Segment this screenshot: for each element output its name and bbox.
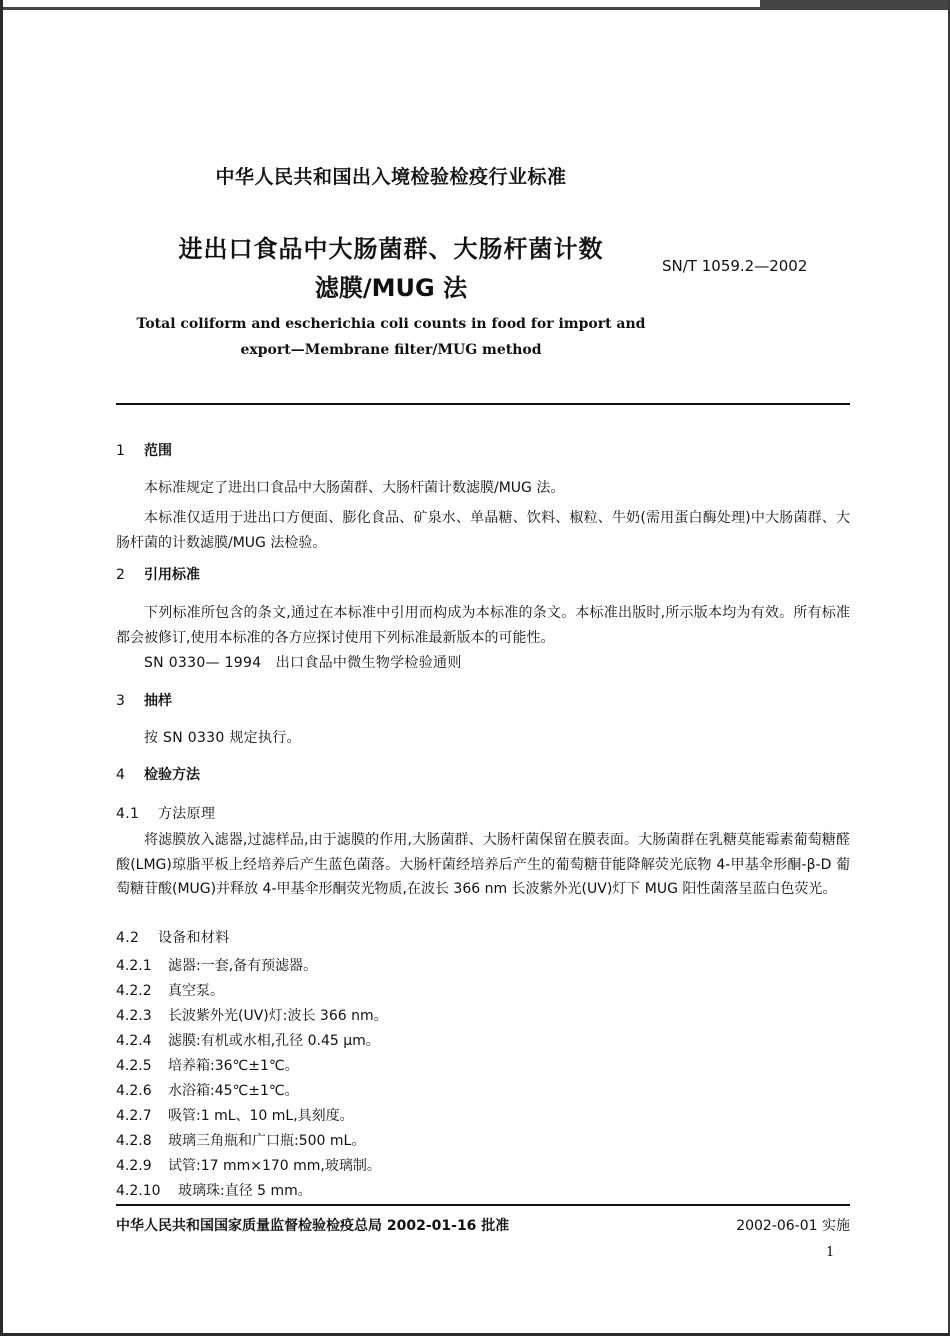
header-rule (116, 403, 850, 405)
subsection-number: 4.1 (116, 806, 140, 822)
item-text: 试管:17 mm×170 mm,玻璃制。 (168, 1158, 381, 1174)
standard-authority: 中华人民共和国出入境检验检疫行业标准 (215, 166, 567, 188)
effective-date: 2002-06-01 实施 (736, 1218, 850, 1234)
item-text: 培养箱:36℃±1℃。 (168, 1058, 299, 1074)
equipment-item (116, 1080, 299, 1100)
item-text: 吸管:1 mL、10 mL,具刻度。 (168, 1108, 354, 1124)
item-number: 4.2.3 (116, 1008, 152, 1024)
section-3-paragraph-1: 按 SN 0330 规定执行。 (144, 730, 301, 746)
equipment-item (116, 980, 224, 1000)
section-3-heading (116, 690, 172, 710)
equipment-item (116, 1055, 299, 1075)
page-number: 1 (826, 1245, 835, 1260)
item-text: 长波紫外光(UV)灯:波长 366 nm。 (168, 1008, 388, 1024)
section-title: 检验方法 (144, 767, 200, 783)
issuer-line: 中华人民共和国国家质量监督检验检疫总局 2002-01-16 批准 (116, 1218, 510, 1234)
section-number: 1 (116, 443, 125, 459)
equipment-item (116, 1130, 365, 1150)
section-title: 范围 (144, 443, 172, 459)
section-title: 抽样 (144, 693, 172, 709)
section-1-paragraph-1: 本标准规定了进出口食品中大肠菌群、大肠杆菌计数滤膜/MUG 法。 (144, 480, 565, 496)
scan-edge-top-gap (0, 0, 760, 7)
english-title-line2: export—Membrane filter/MUG method (240, 342, 542, 358)
item-number: 4.2.8 (116, 1133, 152, 1149)
item-text: 滤器:一套,备有预滤器。 (168, 958, 318, 974)
item-text: 水浴箱:45℃±1℃。 (168, 1083, 299, 1099)
section-2-heading (116, 564, 200, 584)
scan-edge-left (0, 0, 3, 1336)
equipment-item (116, 955, 317, 975)
normative-reference: SN 0330— 1994 出口食品中微生物学检验通则 (144, 655, 462, 671)
section-number: 3 (116, 693, 125, 709)
item-text: 滤膜:有机或水相,孔径 0.45 μm。 (168, 1033, 380, 1049)
equipment-item (116, 1155, 381, 1175)
subsection-4-1-paragraph: 将滤膜放入滤器,过滤样品,由于滤膜的作用,大肠菌群、大肠杆菌保留在膜表面。大肠菌群在乳糖莫能霉素葡萄糖醛酸(LMG)琼脂平板上经培养后产生蓝色菌落。大肠杆菌经培养后产生的葡萄糖苷能降解荧光底物 4-甲基伞形酮-β-D 葡萄糖苷酸(MUG)并释放 4-甲基伞形酮荧光物质,在波长 366 nm 长波紫外光(UV)灯下 MUG 阳性菌落呈蓝白色荧光。 (116, 832, 850, 898)
equipment-item (116, 1105, 354, 1125)
item-number: 4.2.9 (116, 1158, 152, 1174)
item-number: 4.2.1 (116, 958, 152, 974)
section-1-paragraph-2: 本标准仅适用于进出口方便面、膨化食品、矿泉水、单晶糖、饮料、椒粒、牛奶(需用蛋白酶处理)中大肠菌群、大肠杆菌的计数滤膜/MUG 法检验。 (116, 510, 850, 551)
section-4-heading (116, 764, 200, 784)
subsection-4-1-heading (116, 802, 215, 826)
equipment-item (116, 1030, 380, 1050)
section-2-paragraph-1: 下列标准所包含的条文,通过在本标准中引用而构成为本标准的条文。本标准出版时,所示版本均为有效。所有标准都会被修订,使用本标准的各方应探讨使用下列标准最新版本的可能性。 (116, 605, 850, 646)
section-1-heading (116, 440, 172, 460)
item-number: 4.2.4 (116, 1033, 152, 1049)
section-number: 4 (116, 767, 125, 783)
item-number: 4.2.5 (116, 1058, 152, 1074)
equipment-item (116, 1180, 312, 1200)
item-number: 4.2.10 (116, 1183, 161, 1199)
item-text: 玻璃三角瓶和广口瓶:500 mL。 (168, 1133, 366, 1149)
subsection-4-2-heading (116, 926, 230, 950)
english-title-line1: Total coliform and escherichia coli counts in food for import and (136, 316, 646, 332)
item-text: 玻璃珠:直径 5 mm。 (178, 1183, 312, 1199)
footer-rule (116, 1204, 850, 1206)
subsection-number: 4.2 (116, 930, 140, 946)
subsection-title: 设备和材料 (158, 930, 230, 946)
section-number: 2 (116, 567, 125, 583)
document-title-line1: 进出口食品中大肠菌群、大肠杆菌计数 (178, 235, 604, 263)
document-title-line2: 滤膜/MUG 法 (314, 274, 468, 302)
item-text: 真空泵。 (168, 983, 224, 999)
section-title: 引用标准 (144, 567, 200, 583)
item-number: 4.2.2 (116, 983, 152, 999)
item-number: 4.2.6 (116, 1083, 152, 1099)
equipment-item (116, 1005, 388, 1025)
item-number: 4.2.7 (116, 1108, 152, 1124)
subsection-title: 方法原理 (158, 806, 216, 822)
standard-code: SN/T 1059.2—2002 (662, 257, 808, 275)
